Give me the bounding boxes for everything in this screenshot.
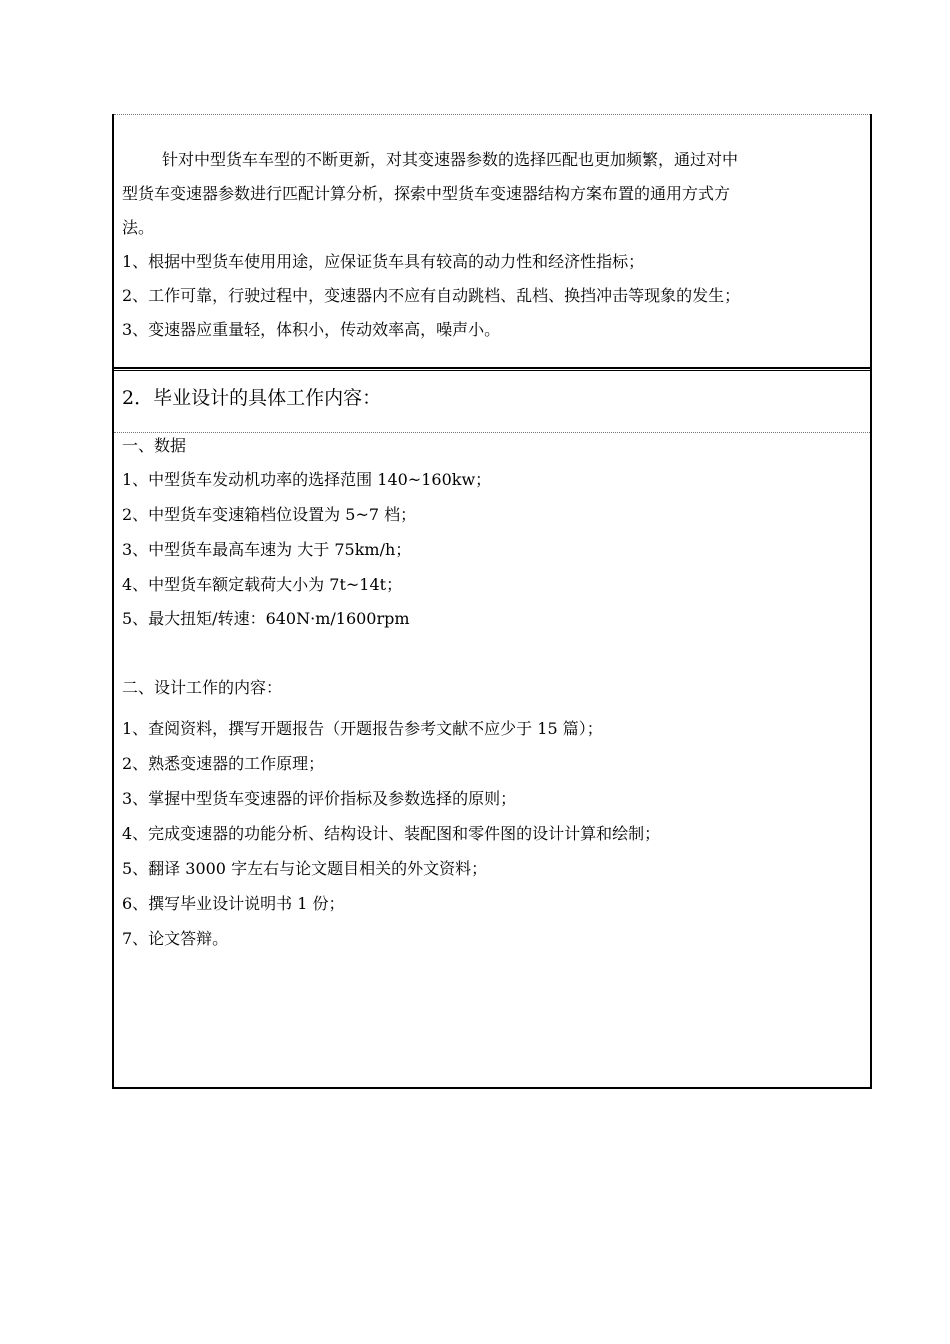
heading-dotted-divider <box>114 432 870 433</box>
data-item: 4、中型货车额定载荷大小为 7t~14t； <box>122 575 403 594</box>
top-dotted-border <box>114 114 870 115</box>
work-title: 二、设计工作的内容： <box>122 678 283 697</box>
requirement-item: 3、变速器应重量轻，体积小，传动效率高，噪声小。 <box>122 320 501 339</box>
section-heading: 2．毕业设计的具体工作内容： <box>122 387 382 409</box>
work-item: 3、掌握中型货车变速器的评价指标及参数选择的原则； <box>122 789 517 808</box>
data-item: 3、中型货车最高车速为 大于 75km/h； <box>122 540 412 559</box>
work-item: 1、查阅资料，撰写开题报告（开题报告参考文献不应少于 15 篇）； <box>122 719 603 738</box>
form-table <box>112 114 872 1089</box>
requirement-item: 2、工作可靠，行驶过程中，变速器内不应有自动跳档、乱档、换挡冲击等现象的发生； <box>122 286 741 305</box>
data-item: 2、中型货车变速箱档位设置为 5~7 档； <box>122 505 417 524</box>
requirement-item: 1、根据中型货车使用用途，应保证货车具有较高的动力性和经济性指标； <box>122 252 645 271</box>
intro-paragraph-line-2: 型货车变速器参数进行匹配计算分析，探索中型货车变速器结构方案布置的通用方式方 <box>122 184 731 203</box>
work-item: 5、翻译 3000 字左右与论文题目相关的外文资料； <box>122 859 488 878</box>
work-item: 7、论文答辩。 <box>122 929 229 948</box>
data-title: 一、数据 <box>122 436 187 455</box>
section-divider-inner <box>114 370 870 371</box>
data-item: 1、中型货车发动机功率的选择范围 140~160kw； <box>122 470 492 489</box>
intro-paragraph-line-1: 针对中型货车车型的不断更新，对其变速器参数的选择匹配也更加频繁，通过对中 <box>162 150 739 169</box>
work-item: 4、完成变速器的功能分析、结构设计、装配图和零件图的设计计算和绘制； <box>122 824 661 843</box>
data-item: 5、最大扭矩/转速：640N·m/1600rpm <box>122 609 410 628</box>
section-divider <box>114 367 870 369</box>
work-item: 2、熟悉变速器的工作原理； <box>122 754 325 773</box>
work-item: 6、撰写毕业设计说明书 1 份； <box>122 894 345 913</box>
intro-paragraph-line-3: 法。 <box>122 218 155 237</box>
